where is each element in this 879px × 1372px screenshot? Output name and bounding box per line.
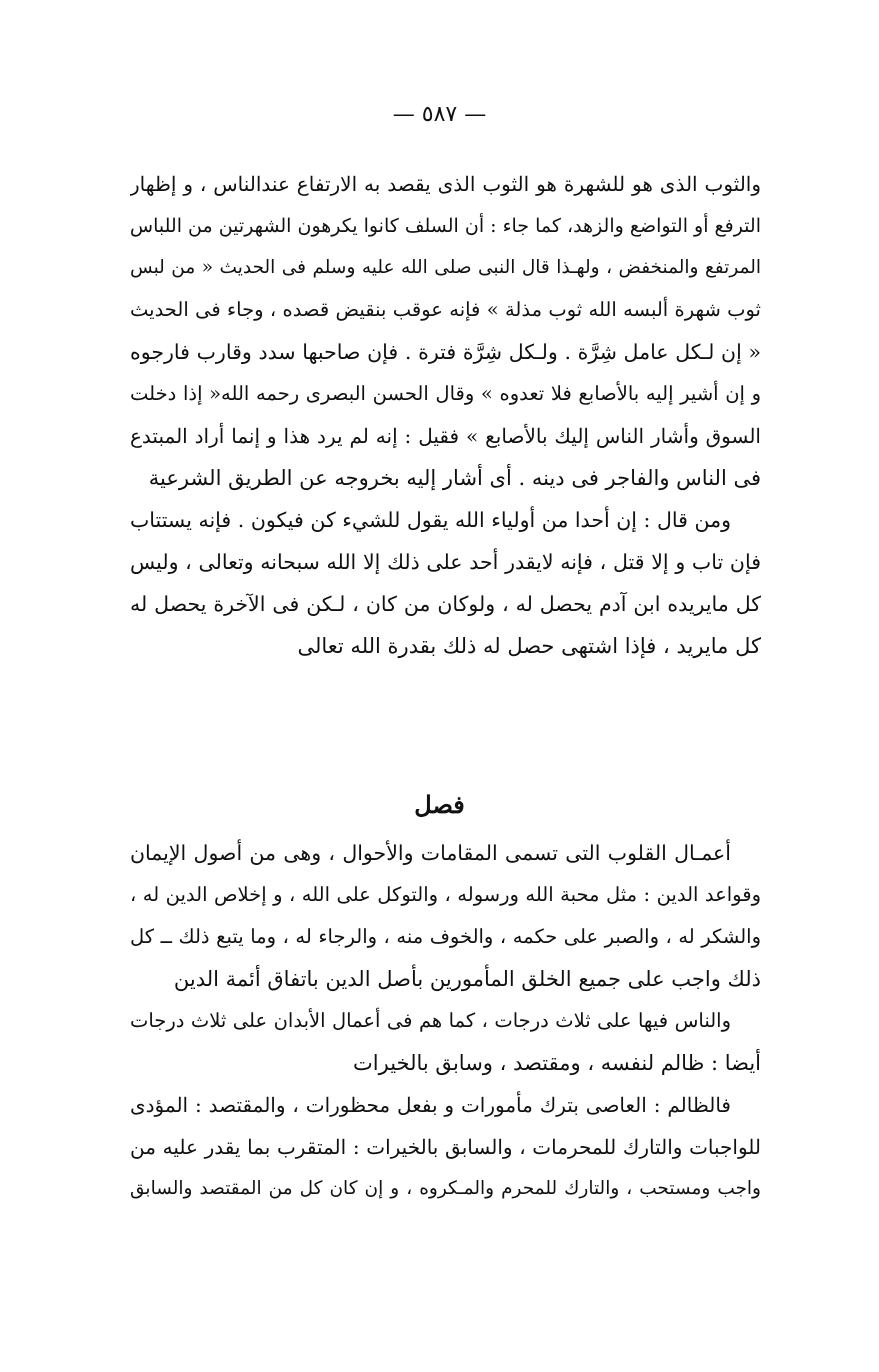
paragraph-block-1 [130,163,761,667]
text-line: ثوب شهرة ألبسه الله ثوب مذلة » فإنه عوقب بنقيض قصده ، وجاء فى الحديث [130,298,761,321]
text-line: كل مايريد ، فإذا اشتهى حصل له ذلك بقدرة الله تعالى [297,634,761,658]
text-line: كل مايريده ابن آدم يحصل له ، ولوكان من كان ، لـكن فى الآخرة يحصل له [130,592,761,616]
text-line: وقواعد الدين : مثل محبة الله ورسوله ، والتوكل على الله ، و إخلاص الدين له ، [130,883,761,906]
text-line: والشكر له ، والصبر على حكمه ، والخوف منه ، والرجاء له ، وما يتبع ذلك ــ كل [130,925,761,948]
text-line: أعمـال القلوب التى تسمى المقامات والأحوال ، وهى من أصول الإيمان [130,841,731,865]
text-line: ذلك واجب على جميع الخلق المأمورين بأصل الدين باتفاق أئمة الدين [173,967,761,991]
text-line: للواجبات والتارك للمحرمات ، والسابق بالخيرات : المتقرب بما يقدر عليه من [130,1135,761,1159]
text-line: والثوب الذى هو للشهرة هو الثوب الذى يقصد به الارتفاع عندالناس ، و إظهار [130,172,761,196]
text-line: ومن قال : إن أحدا من أولياء الله يقول للشيء كن فيكون . فإنه يستتاب [130,508,731,532]
text-line: المرتفع والمنخفض ، ولهـذا قال النبى صلى الله عليه وسلم فى الحديث « من لبس [130,257,761,278]
text-line: أيضا : ظالم لنفسه ، ومقتصد ، وسابق بالخيرات [353,1051,761,1075]
text-line: فإن تاب و إلا قتل ، فإنه لايقدر أحد على ذلك إلا الله سبحانه وتعالى ، وليس [130,550,761,574]
text-line: واجب ومستحب ، والتارك للمحرم والمـكروه ، و إن كان كل من المقتصد والسابق [130,1178,761,1199]
text-line: والناس فيها على ثلاث درجات ، كما هم فى أعمال الأبدان على ثلاث درجات [130,1009,731,1032]
section-heading: فصل [414,790,465,819]
text-line: فالظالم : العاصى بترك مأمورات و بفعل محظورات ، والمقتصد : المؤدى [130,1093,731,1117]
text-line: و إن أشير إليه بالأصابع فلا تعدوه » وقال الحسن البصرى رحمه الله« إذا دخلت [130,382,761,405]
text-line: السوق وأشار الناس إليك بالأصابع » فقيل : إنه لم يرد هذا و إنما أراد المبتدع [130,424,761,448]
paragraph-block-2 [130,832,761,1210]
page-number: — ٥٨٧ — [392,102,487,127]
text-line: فى الناس والفاجر فى دينه . أى أشار إليه بخروجه عن الطريق الشرعية [148,466,761,490]
text-line: « إن لـكل عامل شِرَّة . ولـكل شِرَّة فترة . فإن صاحبها سدد وقارب فارجوه [130,340,761,364]
text-line: الترفع أو التواضع والزهد، كما جاء : أن السلف كانوا يكرهون الشهرتين من اللباس [130,215,761,237]
